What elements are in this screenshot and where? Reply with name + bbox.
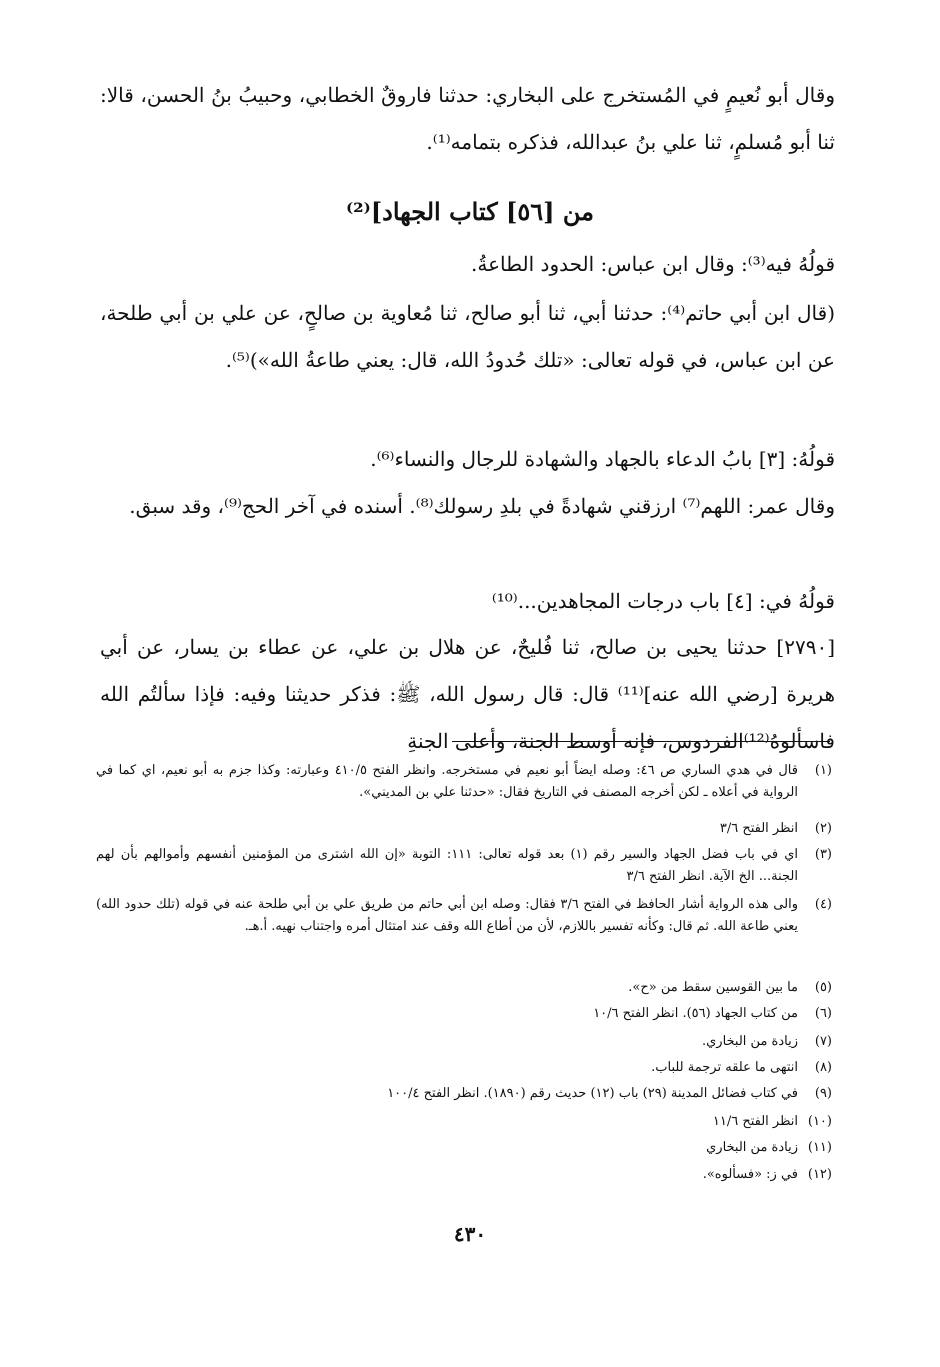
paragraph-ibn-abbas: قولُهُ فيه⁽³⁾: وقال ابن عباس: الحدود الطاعةُ. bbox=[471, 252, 835, 276]
paragraph-ibn-abi-hatim: (قال ابن أبي حاتم⁽⁴⁾: حدثنا أبي، ثنا أبو صالح، ثنا مُعاوية بن صالحٍ، عن علي بن أبي طلحة، عن ابن عباس، في قوله تعالى: «تلك حُدودُ الله، قال: يعني طاعةُ الله»)⁽⁵⁾. bbox=[100, 301, 835, 372]
footnote-number: (٣) bbox=[814, 847, 832, 862]
footnote-item bbox=[96, 760, 832, 804]
section-heading: من [٥٦] كتاب الجهاد]⁽²⁾ bbox=[346, 197, 594, 226]
paragraph-abu-nuaym: وقال أبو نُعيمٍ في المُستخرج على البخاري: حدثنا فاروقٌ الخطابي، وحبيبُ بنُ الحسن، قالا: ثنا أبو مُسلمٍ، ثنا علي بنُ عبدالله، فذكره بتمامه⁽¹⁾. bbox=[100, 83, 835, 154]
footnote-text: انظر الفتح ٣/٦ bbox=[719, 821, 798, 836]
footnote-text: والى هذه الرواية أشار الحافظ في الفتح ٣/٦ فقال: وصله ابن أبي حاتم من طريق علي بن أبي طلحة عنه في قوله (تلك حدود الله) يعني طاعة الله. ثم قال: وكأنه تفسير باللازم، لأن من أطاع الله وقف عند امتثال أمره واجتناب نهيه. أ.هـ. bbox=[96, 897, 798, 934]
footnote-item bbox=[96, 818, 832, 840]
footnote-number: (٧) bbox=[814, 1034, 832, 1049]
page-number: ٤٣٠ bbox=[453, 1222, 487, 1246]
footnote-item bbox=[96, 894, 832, 938]
footnote-number: (٦) bbox=[814, 1006, 832, 1021]
footnote-item bbox=[96, 1031, 832, 1053]
footnote-separator bbox=[452, 741, 830, 742]
footnote-text: زيادة من البخاري. bbox=[701, 1034, 798, 1049]
footnote-item bbox=[96, 1164, 832, 1186]
footnote-number: (٢) bbox=[814, 821, 832, 836]
footnote-number: (٤) bbox=[814, 897, 832, 912]
footnote-text: ما بين القوسين سقط من «ح». bbox=[628, 980, 798, 995]
footnote-item bbox=[96, 1057, 832, 1079]
footnote-text: من كتاب الجهاد (٥٦). انظر الفتح ١٠/٦ bbox=[593, 1006, 798, 1021]
footnote-item bbox=[96, 1083, 832, 1105]
paragraph-umar: وقال عمر: اللهم⁽⁷⁾ ارزقني شهادةً في بلدِ رسولك⁽⁸⁾. أسنده في آخر الحج⁽⁹⁾، وقد سبق. bbox=[129, 494, 835, 518]
footnote-number: (١١) bbox=[807, 1140, 832, 1155]
footnote-number: (٨) bbox=[814, 1060, 832, 1075]
footnote-text: في كتاب فضائل المدينة (٢٩) باب (١٢) حديث رقم (١٨٩٠). انظر الفتح ١٠٠/٤ bbox=[387, 1086, 798, 1101]
paragraph-bab-dua: قولُهُ: [٣] بابُ الدعاء بالجهاد والشهادة للرجال والنساء⁽⁶⁾. bbox=[370, 447, 835, 471]
footnote-item bbox=[96, 1137, 832, 1159]
footnote-text: في ز: «فسألوه». bbox=[702, 1167, 798, 1182]
footnote-text: زيادة من البخاري bbox=[706, 1140, 798, 1155]
footnote-number: (١٠) bbox=[807, 1114, 832, 1129]
footnote-number: (٩) bbox=[814, 1086, 832, 1101]
footnote-text: قال في هدي الساري ص ٤٦: وصله ايضاً أبو نعيم في مستخرجه. وانظر الفتح ٤١٠/٥ وعبارته: وكذا جزم به أبو نعيم، اي كما في الرواية في أعلاه ـ لكن أخرجه المصنف في التاريخ فقال: «حدثنا علي بن المديني». bbox=[96, 763, 798, 800]
footnote-item bbox=[96, 1111, 832, 1133]
paragraph-bab-darajat: قولُهُ في: [٤] باب درجات المجاهدين...⁽¹⁰⁾ bbox=[491, 589, 835, 613]
footnote-item bbox=[96, 977, 832, 999]
footnote-number: (١٢) bbox=[807, 1167, 832, 1182]
footnote-text: انتهى ما علقه ترجمة للباب. bbox=[651, 1060, 798, 1075]
footnote-number: (٥) bbox=[814, 980, 832, 995]
footnote-text: اي في باب فضل الجهاد والسير رقم (١) بعد قوله تعالى: ١١١: التوبة «إن الله اشترى من المؤمنين أنفسهم وأموالهم بأن لهم الجنة... الخ الآية. انظر الفتح ٣/٦ bbox=[96, 847, 798, 884]
paragraph-hadith-2790: [٢٧٩٠] حدثنا يحيى بن صالح، ثنا فُليحٌ، عن هلال بن علي، عن عطاء بن يسار، عن أبي هريرة [رضي الله عنه]⁽¹¹⁾ قال: قال رسول الله، ﷺ: فذكر حديثنا وفيه: فإذا سألتُم الله فاسألوهُ⁽¹²⁾الفردوس، فإنه أوسط الجنة، وأعلى الجنةِ bbox=[100, 635, 836, 753]
footnote-text: انظر الفتح ١١/٦ bbox=[712, 1114, 798, 1129]
footnote-number: (١) bbox=[814, 763, 832, 778]
footnote-item bbox=[96, 844, 832, 888]
footnote-item bbox=[96, 1003, 832, 1025]
